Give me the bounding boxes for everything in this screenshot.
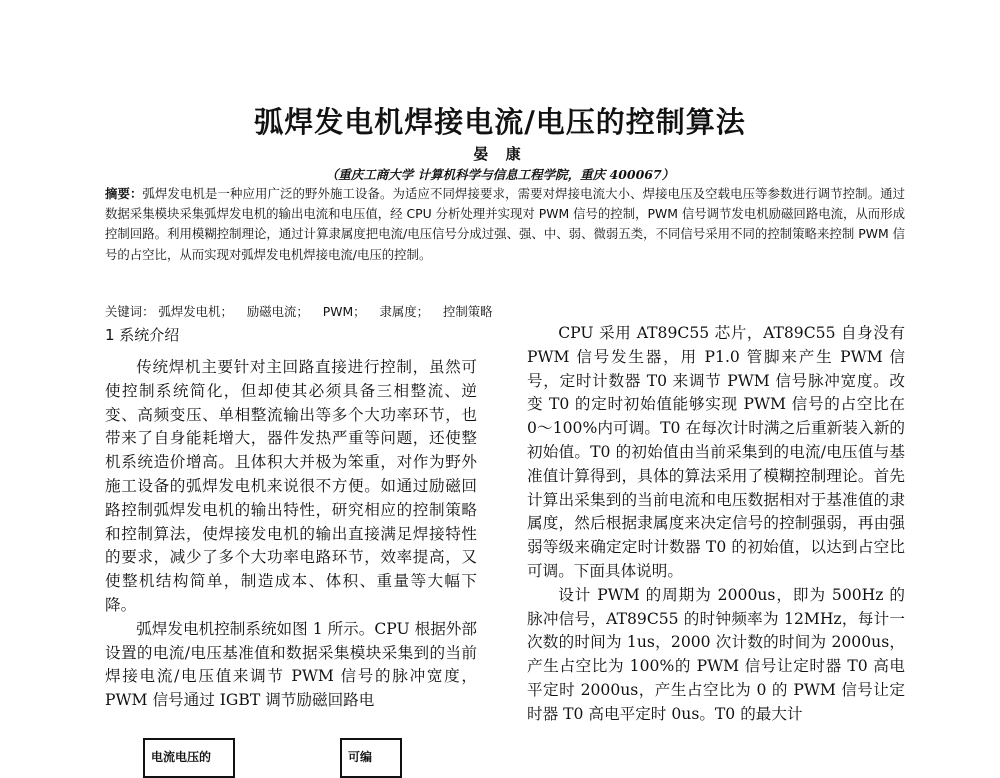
- keyword: 弧焊发电机；: [158, 304, 233, 319]
- right-column: [527, 322, 905, 727]
- keywords: [105, 302, 705, 320]
- keyword: 励磁电流；: [246, 304, 309, 319]
- abstract-text: 弧焊发电机是一种应用广泛的野外施工设备。为适应不同焊接要求，需要对焊接电流大小、焊接电压及空载电压等参数进行调节控制。通过数据采集模块采集弧焊发电机的输出电流和电压值，经 CPU 分析处理并实现对 PWM 信号的控制，PWM 信号调节发电机励磁回路电流，从而形成控制回路。利用模糊控制理论，通过计算隶属度把电流/电压信号分成过强、强、中、弱、微弱五类，不同信号采用不同的控制策略来控制 PWM 信号的占空比，从而实现对弧焊发电机焊接电流/电压的控制。: [105, 186, 906, 262]
- paragraph: CPU 采用 AT89C55 芯片，AT89C55 自身没有 PWM 信号发生器，用 P1.0 管脚来产生 PWM 信号，定时计数器 T0 来调节 PWM 信号脉冲宽度。改变 T0 的定时初始值能够实现 PWM 信号的占空比在 0～100%内可调。T0 在每次计时满之后重新装入新的初始值。T0 的初始值由当前采集到的电流/电压值与基准值计算得到，具体的算法采用了模糊控制理论。首先计算出采集到的当前电流和电压数据相对于基准值的隶属度，然后根据隶属度来决定信号的控制强弱，再由强弱等级来确定定时计数器 T0 的初始值，以达到占空比可调。下面具体说明。: [527, 324, 905, 580]
- figure-box-voltage-current: 电流电压的: [143, 738, 235, 778]
- paper-title: 弧焊发电机焊接电流/电压的控制算法: [254, 105, 746, 139]
- paragraph: 设计 PWM 的周期为 2000us，即为 500Hz 的脉冲信号，AT89C55 的时钟频率为 12MHz，每计一次数的时间为 1us，2000 次计数的时间为 2000us，产生占空比为 100%的 PWM 信号让定时器 T0 高电平定时 2000us，产生占空比为 0 的 PWM 信号让定时器 T0 高电平定时 0us。T0 的最大计: [527, 585, 905, 723]
- section-heading: 1 系统介绍: [105, 326, 180, 344]
- abstract: [105, 184, 905, 265]
- author: 晏 康: [473, 145, 527, 163]
- affiliation: （重庆工商大学 计算机科学与信息工程学院，重庆 400067）: [325, 167, 675, 182]
- paragraph: 传统焊机主要针对主回路直接进行控制，虽然可使控制系统简化，但却使其必须具备三相整流、逆变、高频变压、单相整流输出等多个大功率环节，也带来了自身能耗增大，器件发热严重等问题，还使整机系统造价增高。且体积大并极为笨重，对作为野外施工设备的弧焊发电机来说很不方便。如通过励磁回路控制弧焊发电机的输出特性，研究相应的控制策略和控制算法，使焊接发电机的输出直接满足焊接特性的要求，减少了多个大功率电路环节，效率提高，又使整机结构简单，制造成本、体积、重量等大幅下降。: [105, 358, 477, 614]
- keyword: 控制策略: [443, 304, 493, 319]
- keyword: 隶属度；: [379, 304, 430, 319]
- abstract-label: 摘要：: [105, 186, 143, 201]
- left-column: [105, 356, 477, 713]
- keywords-label: 关键词：: [105, 304, 155, 319]
- figure-box-programmable: 可编: [340, 738, 402, 778]
- keyword: PWM；: [322, 304, 366, 319]
- paragraph: 弧焊发电机控制系统如图 1 所示。CPU 根据外部设置的电流/电压基准值和数据采集模块采集到的当前焊接电流/电压值来调节 PWM 信号的脉冲宽度，PWM 信号通过 IGBT 调节励磁回路电: [105, 619, 477, 710]
